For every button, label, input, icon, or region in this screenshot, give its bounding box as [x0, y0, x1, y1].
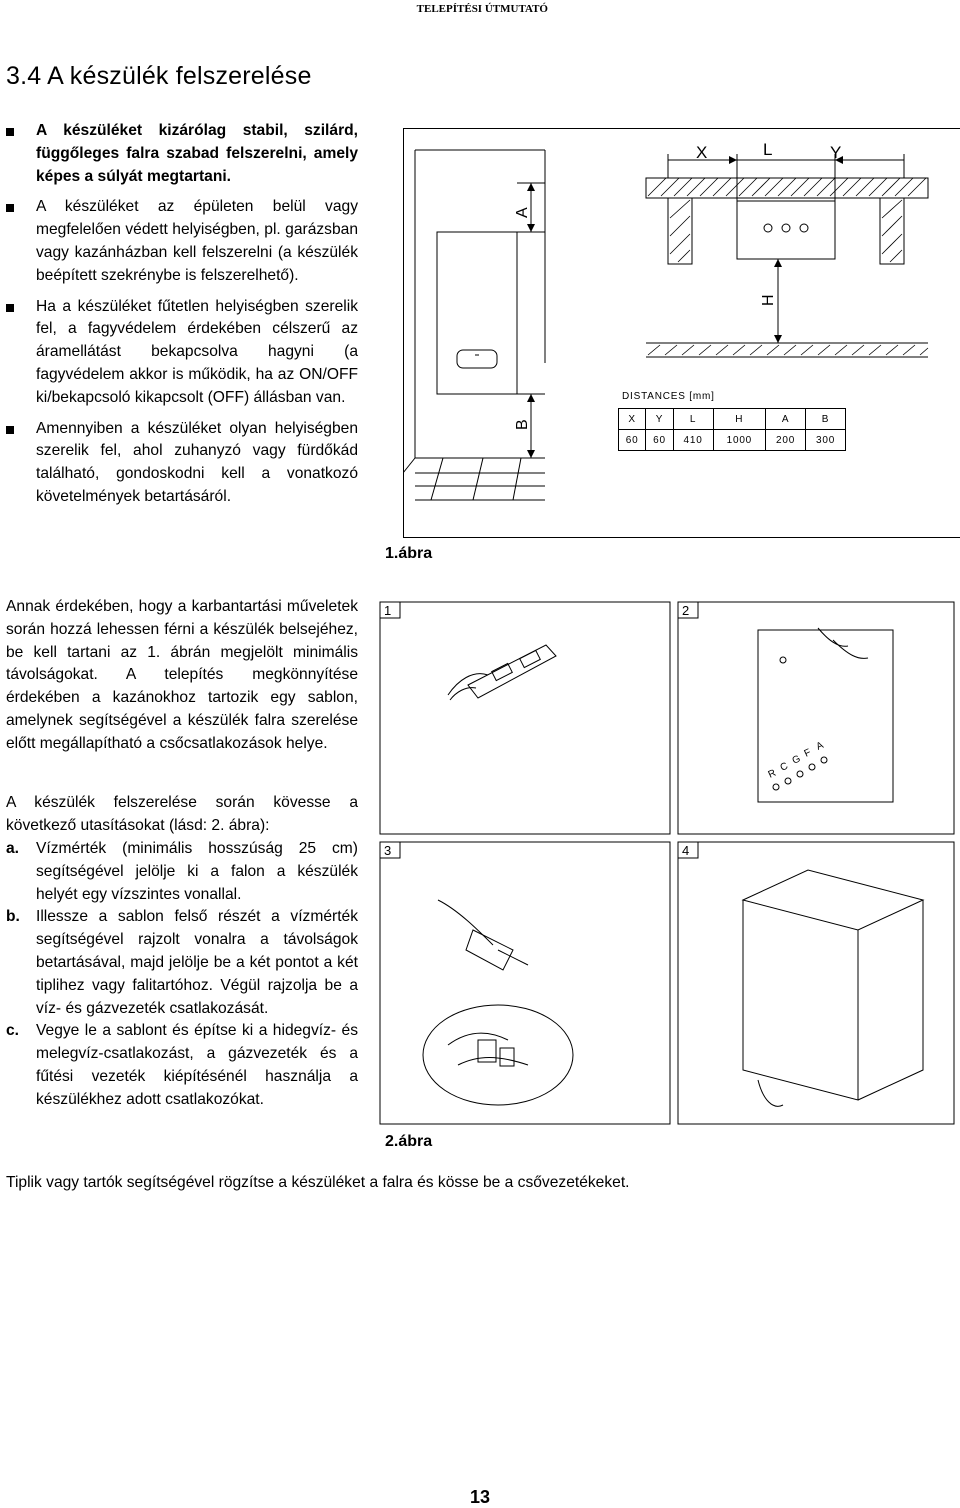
list-item-text: A készüléket kizárólag stabil, szilárd, függőleges falra szabad felszerelni, amely képes a súlyát megtartani. [36, 122, 358, 185]
figure-2-drawing [378, 600, 960, 1128]
instructions-intro: A készülék felszerelése során kövesse a következő utasításokat (lásd: 2. ábra): [6, 794, 358, 834]
figure-2-caption: 2.ábra [385, 1133, 433, 1150]
step-letter: c. [6, 1022, 20, 1040]
page-number: 13 [470, 1487, 491, 1507]
panel-number: 3 [384, 843, 392, 858]
dim-label-x: X [696, 143, 708, 162]
section-title: 3.4 A készülék felszerelése [6, 62, 312, 90]
distances-table [618, 386, 846, 451]
step-letter: a. [6, 840, 20, 857]
bullet-icon [6, 204, 14, 212]
template-letter: A [814, 739, 826, 753]
list-item [6, 296, 358, 410]
bullet-icon [6, 128, 14, 136]
table-cell: 200 [766, 430, 806, 451]
list-item [6, 418, 358, 509]
figure-1-caption: 1.ábra [385, 545, 433, 562]
list-item [6, 838, 358, 906]
distances-grid [618, 408, 846, 451]
panel-number: 2 [682, 603, 690, 618]
table-row [619, 409, 846, 430]
table-cell: 410 [673, 430, 713, 451]
step-letter: b. [6, 908, 20, 926]
final-instruction: Tiplik vagy tartók segítségével rögzítse a készüléket a falra és kösse be a csővezetékeket. [6, 1174, 630, 1191]
table-header-cell: B [806, 409, 846, 430]
list-item-text: A készüléket az épületen belül vagy megfelelően védett helyiségben, pl. garázsban vagy kazánházban kell felszerelni (a készülék beépített szekrénybe is felszerelhető). [36, 198, 358, 284]
table-cell: 1000 [713, 430, 766, 451]
running-header: TELEPÍTÉSI ÚTMUTATÓ [416, 3, 548, 15]
step-text: Vegye le a sablont és építse ki a hidegvíz- és melegvíz-csatlakozást, a gázvezeték és a fűtési vezeték kiépítésénél használja a készülékhez adott csatlakozókat. [36, 1022, 358, 1108]
template-letter: C [778, 760, 790, 774]
dim-label-b: B [514, 419, 531, 430]
requirements-list [6, 120, 358, 517]
table-header-cell: L [673, 409, 713, 430]
table-cell: 60 [646, 430, 673, 451]
panel-number: 4 [682, 843, 690, 858]
dim-label-a: A [514, 207, 531, 218]
table-cell: 60 [619, 430, 646, 451]
list-item-text: Amennyiben a készüléket olyan helyiségben szerelik fel, ahol zuhanyzó vagy fürdőkád található, gondoskodni kell a vonatkozó követelmények betartásáról. [36, 419, 358, 505]
table-header-cell: H [713, 409, 766, 430]
step-text: Vízmérték (minimális hosszúság 25 cm) segítségével jelölje ki a falon a készülék helyét egy vízszintes vonallal. [36, 840, 358, 903]
figure-1-drawing [403, 128, 960, 538]
steps-list [6, 838, 358, 1112]
dim-label-l: L [763, 140, 773, 159]
list-item [6, 120, 358, 188]
dim-label-h: H [760, 294, 777, 306]
table-cell: 300 [806, 430, 846, 451]
template-letter: R [766, 767, 778, 781]
table-row [619, 430, 846, 451]
bullet-icon [6, 304, 14, 312]
list-item [6, 196, 358, 287]
table-header-cell: A [766, 409, 806, 430]
list-item [6, 906, 358, 1020]
list-item [6, 1020, 358, 1111]
distances-title: DISTANCES [mm] [622, 391, 715, 402]
panel-number: 1 [384, 603, 392, 618]
table-header-cell: Y [646, 409, 673, 430]
template-letter: G [790, 753, 803, 767]
dim-label-y: Y [830, 143, 842, 162]
template-letter: F [802, 747, 813, 760]
bullet-icon [6, 426, 14, 434]
step-text: Illessze a sablon felső részét a vízmérték segítségével rajzolt vonalra a távolságok betartásával, majd jelölje be a két pontot a két tiplihez vagy falitartóhoz. Végül rajzolja be a víz- és gázvezeték csatlakozását. [36, 908, 358, 1017]
maintenance-paragraph: Annak érdekében, hogy a karbantartási műveletek során hozzá lehessen férni a készülék belsejéhez, be kell tartani az 1. ábrán megjelölt minimális távolságokat. A telepítés megkönnyítése érdekében a kazánokhoz tartozik egy sablon, amelynek segítségével a készülék falra szerelése előtt megállapítható a csőcsatlakozások helye. [6, 598, 358, 752]
table-header-cell: X [619, 409, 646, 430]
list-item-text: Ha a készüléket fűtetlen helyiségben szerelik fel, a fagyvédelem érdekében célszerű az áramellátást bekapcsolva hagyni (a fagyvédelem akkor is működik, ha az ON/OFF ki/bekapcsoló kikapcsolt (OFF) állásban van. [36, 297, 358, 406]
